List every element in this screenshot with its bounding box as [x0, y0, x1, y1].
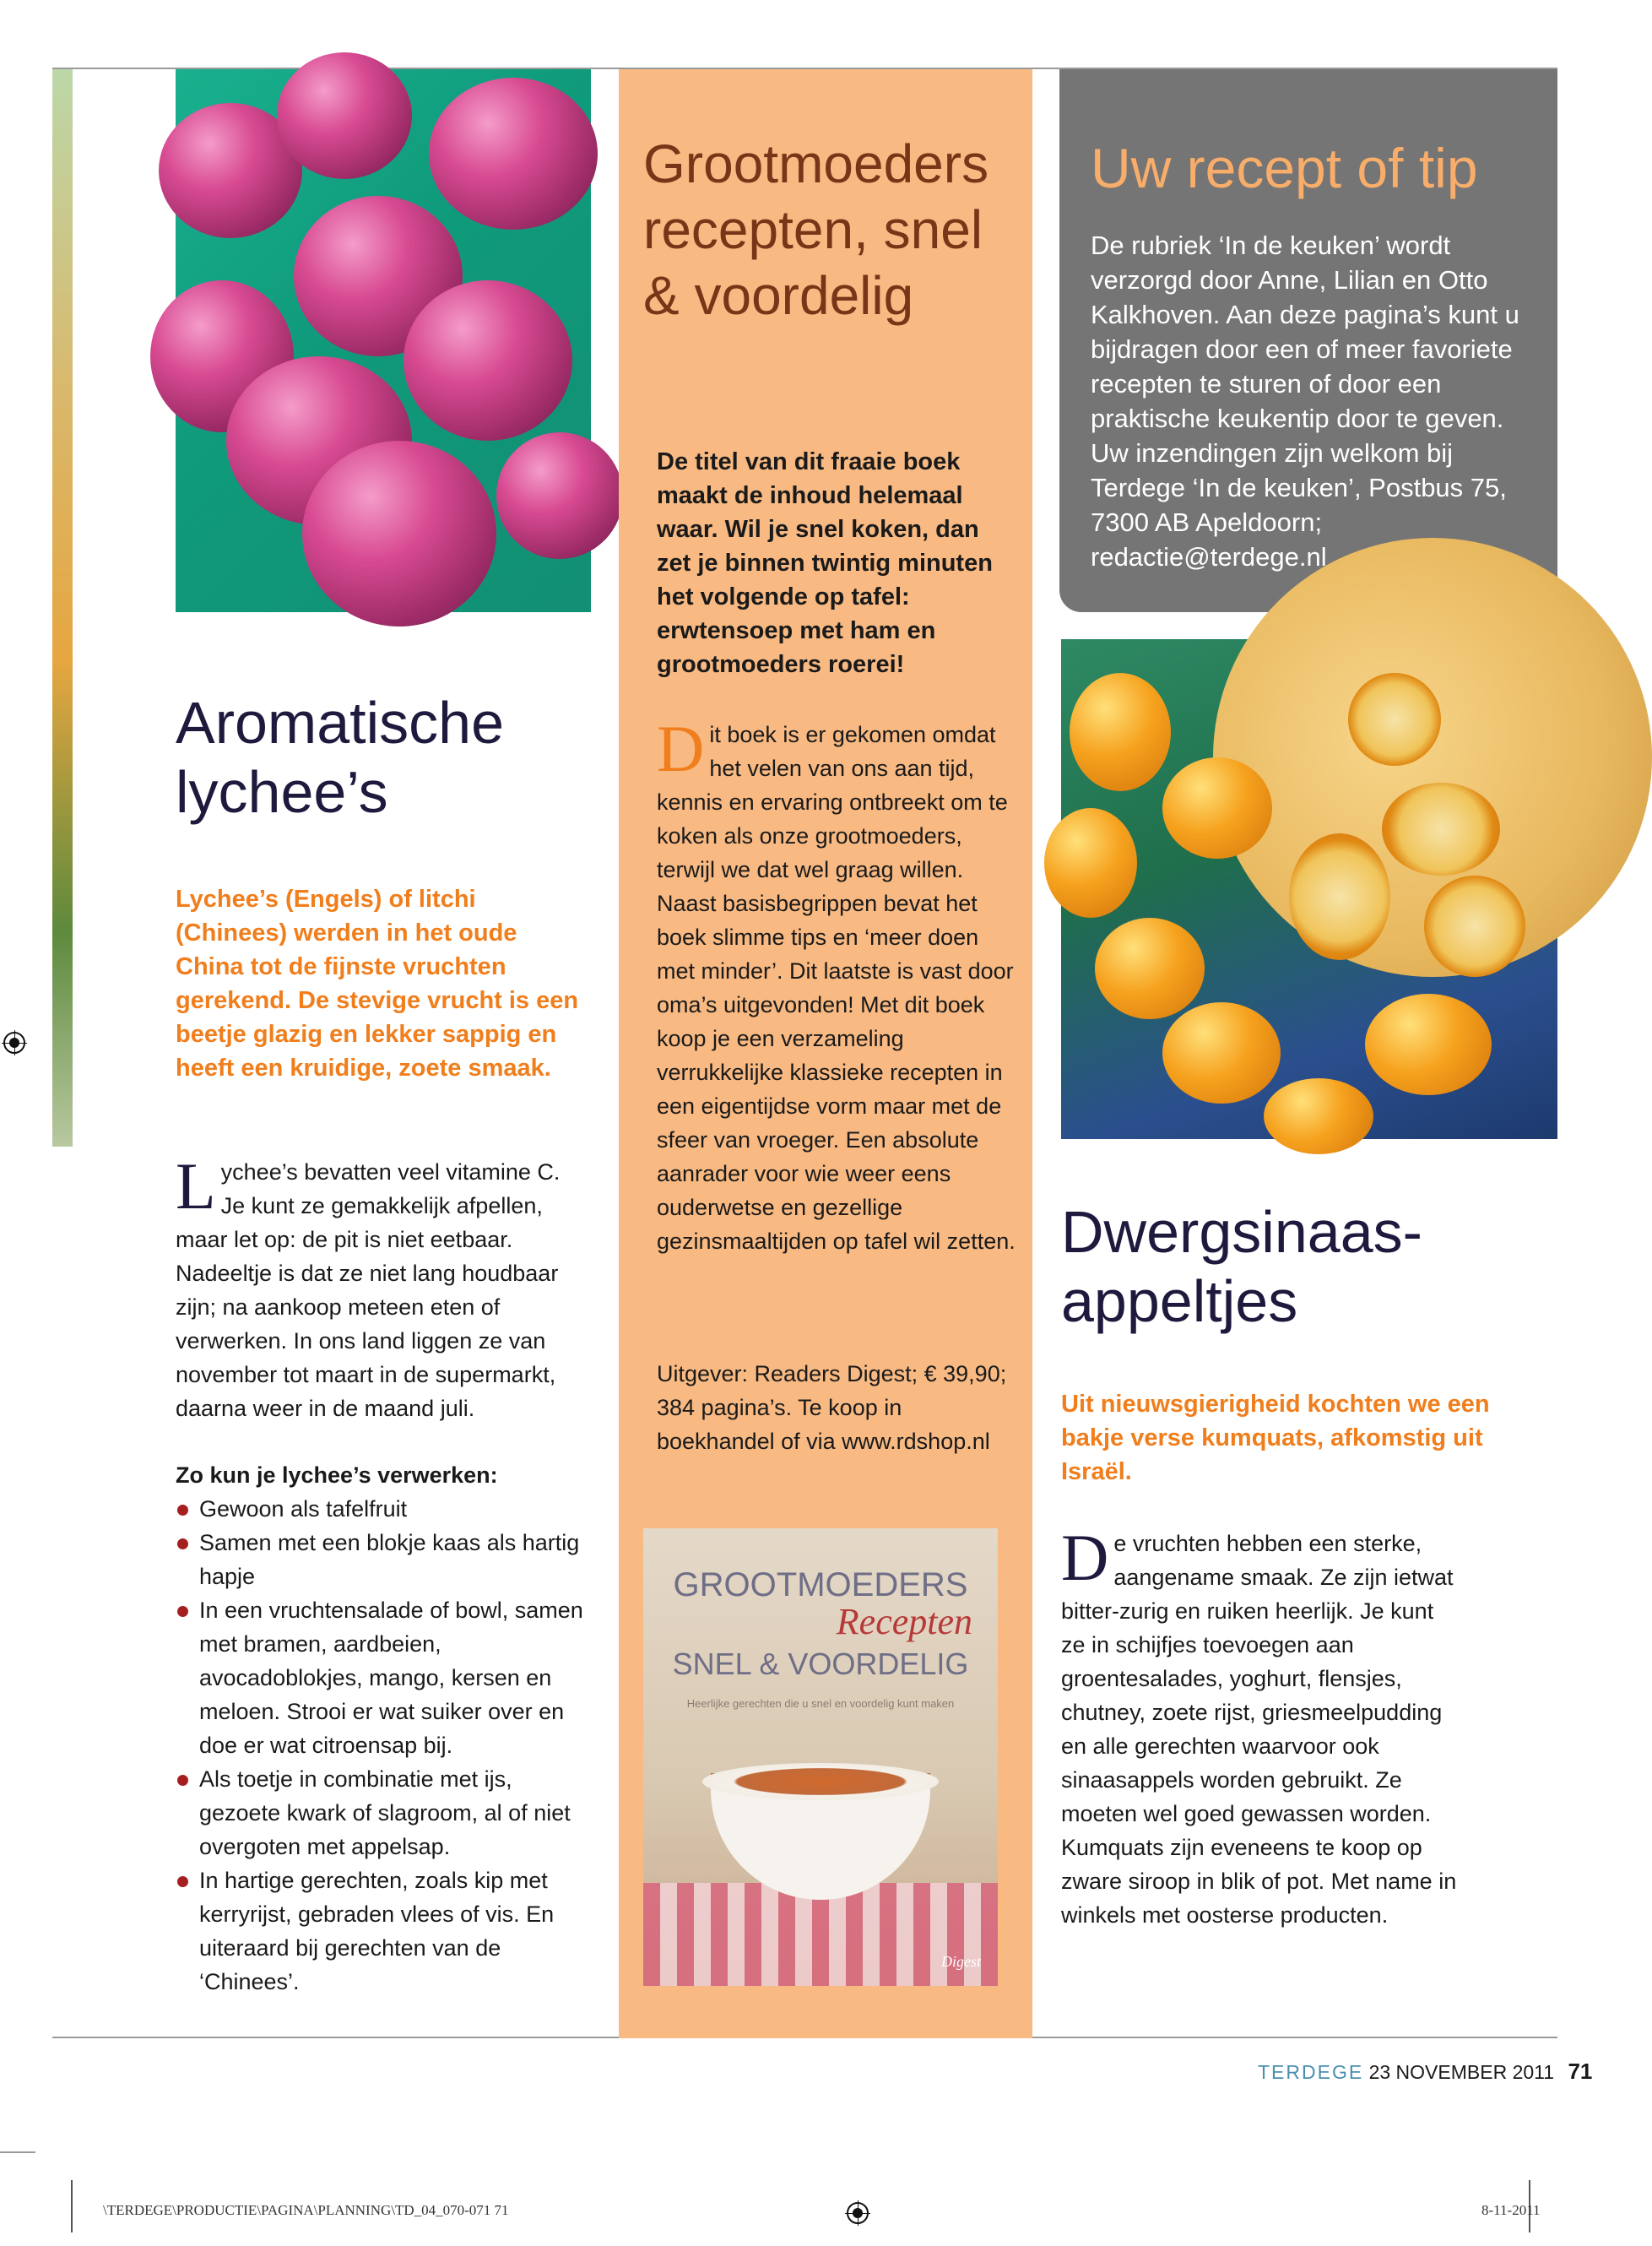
cover-subtitle: SNEL & VOORDELIG: [672, 1647, 969, 1681]
lychee-title: Aromatische lychee’s: [176, 690, 505, 825]
print-slug-date: 8-11-2011: [1481, 2202, 1541, 2218]
slug-tick: [71, 2180, 73, 2232]
book-intro: De titel van dit fraaie boek maakt de inhoud helemaal waar. Wil je snel koken, dan zet je binnen twintig minuten het volgende op tafel: erwtensoep met ham en grootmoeders roerei!: [657, 448, 993, 678]
footer-date: 23 NOVEMBER 2011: [1368, 2061, 1555, 2083]
lychee-list-heading: Zo kun je lychee’s verwerken:: [176, 1462, 498, 1488]
registration-mark-left: [3, 1032, 25, 1054]
book-dropcap: D: [657, 712, 705, 785]
cover-publisher-logo: Digest: [941, 1953, 981, 1970]
list-item: Als toetje in combinatie met ijs, gezoete kwark of slagroom, al of niet overgoten met appelsap.: [176, 1762, 589, 1864]
kumquat-body-text-1: e vruchten hebben een sterke, aangename smaak. Ze zijn ietwat bitter-zurig en ruiken heerlijk. Je kunt ze in schijfjes toevoegen aan groentesalades, yoghurt, flensjes, chutney, zoete rijst, griesmeelpudding en alle gerechten waarvoor ook sinaasappels worden gebruikt. Ze moeten wel goed gewassen worden.: [1061, 1531, 1454, 1826]
kumquat-title: Dwergsinaas-appeltjes: [1061, 1199, 1422, 1334]
page-footer: [1258, 2059, 1592, 2085]
tip-title: Uw recept of tip: [1091, 137, 1478, 199]
book-cover-image: [643, 1528, 998, 1986]
cover-title: GROOTMOEDERS: [673, 1566, 968, 1603]
book-title: Grootmoeders recepten, snel & voordelig: [643, 133, 989, 326]
book-body-text-1: it boek is er gekomen omdat het velen van ons aan tijd, kennis en ervaring ontbreekt om te koken als onze grootmoeders, terwijl we dat wel graag willen.: [657, 722, 1008, 882]
lychee-list: [176, 1492, 589, 1999]
book-body-text-2: Naast basisbegrippen bevat het boek slimme tips en ‘meer doen met minder’. Dit laatste is vast door oma’s uitgevonden! Met dit boek koop je een verzameling verrukkelijke klassieke recepten in een eigentijdse vorm maar met de sfeer van vroeger. Een absolute aanrader voor wie weer eens ouderwetse en gezellige gezinsmaaltijden op tafel wil zetten.: [657, 891, 1016, 1254]
lychee-intro: Lychee’s (Engels) of litchi (Chinees) werden in het oude China tot de fijnste vruchten gerekend. De stevige vrucht is een beetje glazig en lekker sappig en heeft een kruidige, zoete smaak.: [176, 886, 579, 1082]
adjacent-page-photo-strip: [52, 69, 73, 1147]
footer-page-number: 71: [1568, 2059, 1593, 2084]
lychee-body-text: ychee’s bevatten veel vitamine C. Je kunt ze gemakkelijk afpellen, maar let op: de pit is niet eetbaar. Nadeeltje is dat ze niet lang houdbaar zijn; na aankoop meteen eten of verwerken. In ons land liggen ze van november tot maart in de supermarkt, daarna weer in de maand juli.: [176, 1159, 561, 1421]
cover-script-title: Recepten: [836, 1601, 972, 1642]
book-publisher-info: Uitgever: Readers Digest; € 39,90; 384 pagina’s. Te koop in boekhandel of via www.rdshop.nl: [657, 1361, 1007, 1454]
list-item: Samen met een blokje kaas als hartig hapje: [176, 1526, 589, 1593]
tip-body: De rubriek ‘In de keuken’ wordt verzorgd door Anne, Lilian en Otto Kalkhoven. Aan deze pagina’s kunt u bijdragen door een of meer favoriete recepten te sturen of door een praktische keukentip door te geven. Uw inzendingen zijn welkom bij Terdege ‘In de keuken’, Postbus 75, 7300 AB Apeldoorn; redactie@terdege.nl: [1091, 231, 1519, 572]
kumquat-body: [1061, 1521, 1458, 1932]
slug-rule-left: [0, 2151, 35, 2153]
kumquat-body-text-2: Kumquats zijn eveneens te koop op zware siroop in blik of pot. Met name in winkels met oosterse producten.: [1061, 1835, 1457, 1928]
cover-tagline: Heerlijke gerechten die u snel en voordelig kunt maken: [686, 1697, 955, 1710]
footer-magazine: TERDEGE: [1258, 2061, 1364, 2083]
cover-soup-bowl-rim: [702, 1763, 939, 1800]
registration-mark-bottom: [847, 2202, 869, 2224]
kumquat-photo: [1061, 639, 1557, 1139]
lychee-dropcap: L: [176, 1149, 216, 1223]
lychee-photo: [176, 69, 591, 612]
list-item: In hartige gerechten, zoals kip met kerryrijst, gebraden vlees of vis. En uiteraard bij gerechten van de ‘Chinees’.: [176, 1864, 589, 1999]
kumquat-dropcap: D: [1061, 1521, 1109, 1594]
lychee-body: [176, 1149, 589, 1425]
kumquat-intro: Uit nieuwsgierigheid kochten we een bakje verse kumquats, afkomstig uit Israël.: [1061, 1391, 1490, 1485]
print-slug-path: \TERDEGE\PRODUCTIE\PAGINA\PLANNING\TD_04_070-071 71: [103, 2202, 509, 2218]
list-item: In een vruchtensalade of bowl, samen met bramen, aardbeien, avocadoblokjes, mango, kersen en meloen. Strooi er wat suiker over en doe er wat citroensap bij.: [176, 1593, 589, 1762]
book-body: [657, 712, 1020, 1258]
list-item: Gewoon als tafelfruit: [176, 1492, 589, 1526]
